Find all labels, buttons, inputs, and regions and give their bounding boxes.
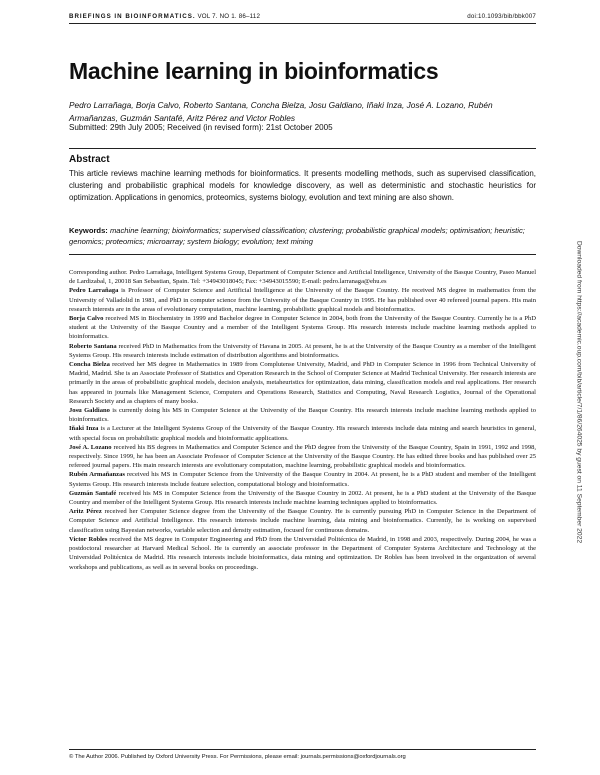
bio-paragraph [69,360,536,406]
bio-paragraph [69,406,536,424]
bio-text: received her Computer Science degree from the University of the Basque Country. He is currently pursuing PhD in Computer Science in the Department of Computer Science and Artificial Intelligence. His research interests include machine learning, data mining and bioinformatics. Currently, he is working on supervised classification using Bayesian networks, variable selection and density estimation, focused for continuous domains. [69,508,536,534]
bio-paragraph [69,489,536,507]
bio-name: Aritz Pérez [69,508,102,516]
doi: doi:10.1093/bib/bbk007 [467,13,536,20]
bio-name: Borja Calvo [69,315,104,323]
bio-paragraph [69,314,536,342]
bio-text: received his MS in Computer Science from the University of the Basque Country in 2004. At present, he is a PhD student and member of the Intelligent Systems Group. His research interests include feature selection, computational biology and bioinformatics. [69,471,536,488]
running-header [69,13,536,20]
bio-name: Guzmán Santafé [69,489,117,497]
volume-info: VOL 7. NO 1. 86–112 [197,13,261,20]
keywords-text: machine learning; bioinformatics; supervised classification; clustering; probabilistic graphical models; optimisation; heuristic; genomics; proteomics; microarray; system biology; evolution; text mining [69,226,525,247]
bio-text: received MS in Biochemistry in 1999 and Bachelor degree in Computer Science in 2004, both from the University of the Basque Country. Currently he is a PhD student at the University of the Basque Country and a member of the Intelligent Systems Group. His research interests include machine learning methods applied to bioinformatics. [69,315,536,341]
author-list: Pedro Larrañaga, Borja Calvo, Roberto Santana, Concha Bielza, Josu Galdiano, Iñaki Inza, José A. Lozano, Rubén Armañanzas, Guzmán Santafé, Aritz Pérez and Victor Robles [69,100,493,123]
keywords-label: Keywords: [69,226,108,235]
bio-name: Iñaki Inza [69,425,99,433]
bio-paragraph [69,286,536,314]
bio-paragraph [69,342,536,360]
bio-paragraph [69,535,536,572]
bio-name: Josu Galdiano [69,407,110,415]
author-bios [69,268,536,572]
bio-name: Roberto Santana [69,342,117,350]
download-watermark: Downloaded from https://academic.oup.com/bib/article/7/1/86/264025 by guest on 11 September 2022 [575,240,583,544]
submission-dates: Submitted: 29th July 2005; Received (in revised form): 21st October 2005 [69,123,333,132]
bio-text: received PhD in Mathematics from the University of Havana in 2005. At present, he is at the University of the Basque Country as a member of the Intelligent Systems Group. His research interests include estimation of distribution algorithms and bioinformatics. [69,342,536,359]
bio-name: Concha Bielza [69,361,110,369]
bio-text: received his BS degrees in Mathematics and Computer Science and the PhD degree from the University of the Basque Country, Spain in 1991, 1992 and 1998, respectively. Since 1999, he has been an Associate Professor of Computer Science at the University of the Basque Country. He has edited three books and has published over 25 refereed journal papers. His main research interests are evolutionary computation, machine learning, probabilistic graphical models and bioinformatics. [69,443,536,470]
bio-text: is a Lecturer at the Intelligent Systems Group of the University of the Basque Country. His research interests include data mining and search heuristics in general, with special focus on probabilistic graphical models and bioinformatic applications. [69,425,536,442]
bio-name: Victor Robles [69,535,108,543]
keywords [69,225,536,248]
bio-text: is Professor of Computer Science and Artificial Intelligence at the University of the Basque Country. He received MS degree in mathematics from the University of Valladolid in 1981, and PhD in computer science from the University of the Basque Country in 1995. He has published over 40 refereed journal papers. His main research interests are in the areas of evolutionary computation, machine learning, probabilistic graphical models and bioinformatics. [69,287,536,313]
bio-paragraph [69,507,536,535]
bio-text: received her MS degree in Mathematics in 1989 from Complutense University, Madrid, and PhD in Computer Science in 1996 from Technical University of Madrid, Madrid. She is an Associate Professor of Statistics and Operation Research in the School of Computer Science at Madrid Technical University. Her research interests are primarily in the areas of probabilistic graphical models, decision analysis, metaheuristics for optimization, data mining, classification models and real applications. Her research has appeared in journals like Management Science, Computers and Operations Research, Statistics and Computing, Naval Research Logistics, Journal of the Operational Research Society and as chapters of many books. [69,361,536,405]
bio-name: José A. Lozano [69,443,112,451]
footer-rule [69,749,536,750]
header-rule [69,23,536,24]
bio-name: Rubén Armañanzas [69,471,125,479]
bio-paragraph [69,443,536,471]
bio-name: Pedro Larrañaga [69,287,119,295]
abstract-text: This article reviews machine learning methods for bioinformatics. It presents modelling methods, such as supervised classification, clustering and probabilistic graphical models for knowledge discovery, as well as deterministic and stochastic heuristics for optimization. Applications in genomics, proteomics, systems biology, evolution and text mining are also shown. [69,169,536,202]
copyright-footer: © The Author 2006. Published by Oxford University Press. For Permissions, please email: journals.permissions@oxfordjournals.org [69,754,406,760]
abstract-top-rule [69,148,536,149]
bio-text: is currently doing his MS in Computer Science at the University of the Basque Country. His research interests include machine learning methods applied to bioinformatics. [69,407,536,424]
journal-name: BRIEFINGS IN BIOINFORMATICS. [69,13,196,20]
abstract-heading: Abstract [69,154,110,165]
bio-paragraph [69,424,536,442]
corresponding-author: Corresponding author. Pedro Larrañaga, Intelligent Systems Group, Department of Computer Science and Artificial Intelligence, University of the Basque Country, Paseo Manuel de Lardizabal, 1, 20018 San Sebastian, Spain. Tel: +34943018045; Fax: +34943015590; E-mail: pedro.larranaga@ehu.es [69,269,537,286]
article-title: Machine learning in bioinformatics [69,58,439,84]
bio-text: received the MS degree in Computer Engineering and PhD from the Universidad Politécnica de Madrid, in 1998 and 2003, respectively. During 2004, he was a postdoctoral researcher at Harvard Medical School. He is currently an associate professor in the Department of Computer Systems Architecture and Technology at the Universidad Politécnica de Madrid. His research interests include bioinformatics, data mining and optimization. Dr Robles has been involved in the organization of several workshops and publications, as well as in several books on proceedings. [69,535,536,571]
bio-text: received his MS in Computer Science from the University of the Basque Country in 2002. At present, he is a PhD student at the University of the Basque Country and member of the Intelligent Systems Group. His research interests include machine learning techniques applied to bioinformatics. [69,489,536,507]
abstract-bottom-rule [69,254,536,255]
bio-paragraph [69,470,536,488]
